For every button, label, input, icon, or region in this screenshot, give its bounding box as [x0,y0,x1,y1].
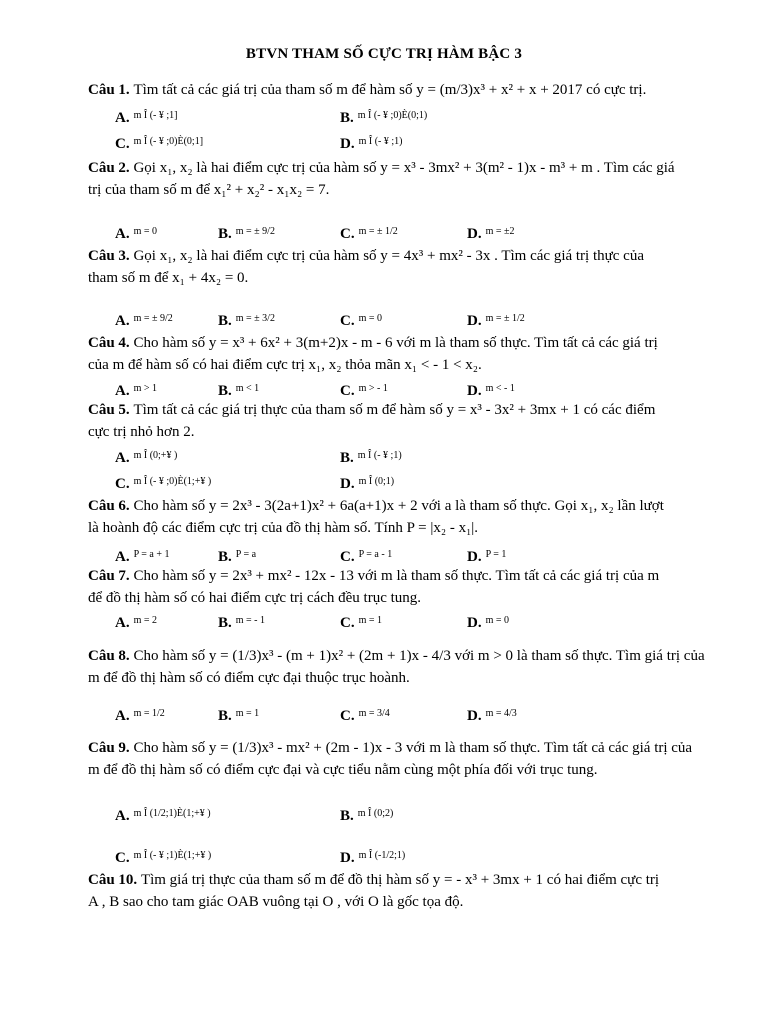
option-value: m = ± 3/2 [235,313,275,324]
option-value: m > 1 [133,383,158,394]
answer-option-d[interactable] [340,476,394,493]
question-text: Cho hàm số y = (1/3)x³ - (m + 1)x² + (2m + 1)x - 4/3 với m > 0 là tham số thực. Tìm giá trị của [133,648,705,664]
question-text: A , B sao cho tam giác OAB vuông tại O , với O là gốc tọa độ. [88,894,464,910]
answer-option-c[interactable] [115,476,211,493]
question-9-line [88,762,598,779]
answer-option-c[interactable] [340,708,390,725]
option-letter: C. [115,476,130,492]
option-letter: C. [340,615,355,631]
question-6-line [88,520,478,537]
question-label: Câu 9. [88,740,134,756]
option-value: m = - 1 [235,615,266,626]
question-7-line [88,568,659,585]
option-value: m = ± 1/2 [485,313,525,324]
answer-option-b[interactable] [218,549,256,566]
option-letter: A. [115,450,130,466]
question-label: Câu 2. [88,160,134,176]
answer-option-d[interactable] [340,850,405,867]
answer-option-a[interactable] [115,226,157,243]
question-2-line [88,182,329,199]
option-letter: D. [340,136,355,152]
question-text: Gọi x₁, x₂ là hai điểm cực trị của hàm số y = x³ - 3mx² + 3(m² - 1)x - m³ + m . Tìm các giá [133,160,675,176]
question-text: của m để hàm số có hai điểm cực trị x₁, x₂ thỏa mãn x₁ < - 1 < x₂. [88,357,482,373]
option-value: m = 1 [235,708,260,719]
question-5-line [88,402,655,419]
question-text: Cho hàm số y = 2x³ + mx² - 12x - 13 với m là tham số thực. Tìm tất cả các giá trị của m [133,568,660,584]
answer-option-d[interactable] [467,313,525,330]
question-label: Câu 4. [88,335,134,351]
option-letter: D. [467,383,482,399]
option-value: m Î (-1/2;1) [358,850,406,861]
option-letter: B. [340,450,354,466]
question-1-line [88,82,646,99]
question-label: Câu 10. [88,872,141,888]
option-letter: A. [115,383,130,399]
option-letter: B. [218,708,232,724]
answer-option-a[interactable] [115,110,177,127]
question-8-line [88,648,705,665]
option-value: m Î (1/2;1)È(1;+¥ ) [133,808,211,819]
answer-option-a[interactable] [115,549,170,566]
question-text: cực trị nhỏ hơn 2. [88,424,195,440]
option-letter: A. [115,313,130,329]
question-6-line [88,498,664,515]
option-letter: D. [467,313,482,329]
option-letter: B. [340,110,354,126]
answer-option-c[interactable] [340,549,392,566]
answer-option-c[interactable] [340,615,382,632]
option-value: m Î (- ¥ ;1) [357,450,402,461]
option-value: P = 1 [485,549,507,560]
option-letter: D. [340,850,355,866]
answer-option-a[interactable] [115,313,173,330]
question-label: Câu 3. [88,248,134,264]
answer-option-b[interactable] [218,708,259,725]
question-text: Gọi x₁, x₂ là hai điểm cực trị của hàm số y = 4x³ + mx² - 3x . Tìm các giá trị thực của [133,248,644,264]
page-title: BTVN THAM SỐ CỰC TRỊ HÀM BẬC 3 [245,46,523,62]
question-label: Câu 6. [88,498,134,514]
question-5-line [88,424,194,441]
question-7-line [88,590,421,607]
question-text: Cho hàm số y = x³ + 6x² + 3(m+2)x - m - 6 với m là tham số thực. Tìm tất cả các giá trị [133,335,658,351]
option-letter: C. [115,850,130,866]
option-letter: B. [218,615,232,631]
option-letter: C. [340,226,355,242]
option-letter: C. [340,708,355,724]
question-label: Câu 7. [88,568,134,584]
option-letter: C. [340,383,355,399]
answer-option-c[interactable] [115,850,211,867]
question-3-line [88,270,248,287]
question-text: tham số m để x₁ + 4x₂ = 0. [88,270,249,286]
question-text: Tìm tất cả các giá trị thực của tham số m để hàm số y = x³ - 3x² + 3mx + 1 có các điểm [133,402,656,418]
option-letter: C. [340,313,355,329]
option-letter: A. [115,615,130,631]
option-value: m = ± 1/2 [358,226,398,237]
answer-option-c[interactable] [340,383,388,400]
answer-option-d[interactable] [467,615,509,632]
answer-option-b[interactable] [218,226,275,243]
option-value: m = 4/3 [485,708,517,719]
option-value: P = a [235,549,257,560]
question-text: trị của tham số m để x₁² + x₂² - x₁x₂ = 7. [88,182,330,198]
question-text: Cho hàm số y = (1/3)x³ - mx² + (2m - 1)x - 3 với m là tham số thực. Tìm tất cả các giá trị của [133,740,693,756]
option-value: P = a + 1 [133,549,170,560]
option-value: m Î (0;+¥ ) [133,450,178,461]
answer-option-b[interactable] [340,450,402,467]
option-value: m Î (- ¥ ;0)È(0;1] [133,136,204,147]
answer-option-a[interactable] [115,450,177,467]
question-8-line [88,670,410,687]
question-4-line [88,357,482,374]
question-text: Tìm tất cả các giá trị của tham số m để hàm số y = (m/3)x³ + x² + x + 2017 có cực trị. [133,82,647,98]
option-letter: D. [467,549,482,565]
question-text: m để đồ thị hàm số có điểm cực đại và cực tiểu nằm cùng một phía đối với trục tung. [88,762,598,778]
question-text: Tìm giá trị thực của tham số m để đồ thị hàm số y = - x³ + 3mx + 1 có hai điểm cực trị [140,872,660,888]
option-value: m Î (- ¥ ;1) [358,136,403,147]
answer-option-a[interactable] [115,383,157,400]
option-value: m < 1 [235,383,260,394]
question-10-line [88,894,463,911]
question-text: m để đồ thị hàm số có điểm cực đại thuộc trục hoành. [88,670,410,686]
question-label: Câu 8. [88,648,134,664]
option-value: m = 3/4 [358,708,390,719]
answer-option-a[interactable] [115,615,157,632]
question-9-line [88,740,692,757]
option-letter: B. [218,226,232,242]
option-value: m = ±2 [485,226,515,237]
option-value: m Î (- ¥ ;1] [133,110,178,121]
question-label: Câu 5. [88,402,134,418]
option-value: m Î (0;2) [357,808,394,819]
question-text: để đồ thị hàm số có hai điểm cực trị cách đều trục tung. [88,590,422,606]
answer-option-a[interactable] [115,708,165,725]
question-text: là hoành độ các điểm cực trị của đồ thị hàm số. Tính P = |x₂ - x₁|. [88,520,479,536]
answer-option-c[interactable] [340,226,398,243]
option-letter: D. [340,476,355,492]
option-letter: A. [115,226,130,242]
question-label: Câu 1. [88,82,134,98]
answer-option-b[interactable] [218,313,275,330]
option-value: m = ± 9/2 [133,313,173,324]
option-letter: C. [340,549,355,565]
answer-option-a[interactable] [115,808,211,825]
option-letter: D. [467,615,482,631]
answer-option-b[interactable] [340,110,427,127]
option-letter: D. [467,226,482,242]
option-letter: B. [218,313,232,329]
option-value: m = 0 [358,313,383,324]
answer-option-b[interactable] [340,808,393,825]
option-value: m = 0 [485,615,510,626]
option-value: m = 0 [133,226,158,237]
option-letter: B. [218,549,232,565]
question-text: Cho hàm số y = 2x³ - 3(2a+1)x² + 6a(a+1)x + 2 với a là tham số thực. Gọi x₁, x₂ lần lượt [133,498,664,514]
option-value: m Î (- ¥ ;1)È(1;+¥ ) [133,850,212,861]
option-letter: D. [467,708,482,724]
option-letter: B. [218,383,232,399]
answer-option-d[interactable] [467,549,506,566]
option-value: m > - 1 [358,383,388,394]
answer-option-d[interactable] [467,708,517,725]
question-3-line [88,248,644,265]
option-value: m < - 1 [485,383,515,394]
question-2-line [88,160,675,177]
option-letter: C. [115,136,130,152]
option-value: m Î (- ¥ ;0)È(0;1) [357,110,428,121]
option-value: m = 1 [358,615,383,626]
answer-option-c[interactable] [340,313,382,330]
question-10-line [88,872,659,889]
question-4-line [88,335,658,352]
option-letter: A. [115,708,130,724]
answer-option-b[interactable] [218,383,259,400]
option-letter: A. [115,808,130,824]
answer-option-d[interactable] [467,383,515,400]
answer-option-c[interactable] [115,136,203,153]
option-value: m = 2 [133,615,158,626]
option-value: m = 1/2 [133,708,165,719]
option-letter: A. [115,549,130,565]
answer-option-d[interactable] [467,226,515,243]
answer-option-d[interactable] [340,136,402,153]
option-letter: A. [115,110,130,126]
option-letter: B. [340,808,354,824]
option-value: m = ± 9/2 [235,226,275,237]
option-value: P = a - 1 [358,549,393,560]
option-value: m Î (- ¥ ;0)È(1;+¥ ) [133,476,212,487]
option-value: m Î (0;1) [358,476,395,487]
answer-option-b[interactable] [218,615,265,632]
